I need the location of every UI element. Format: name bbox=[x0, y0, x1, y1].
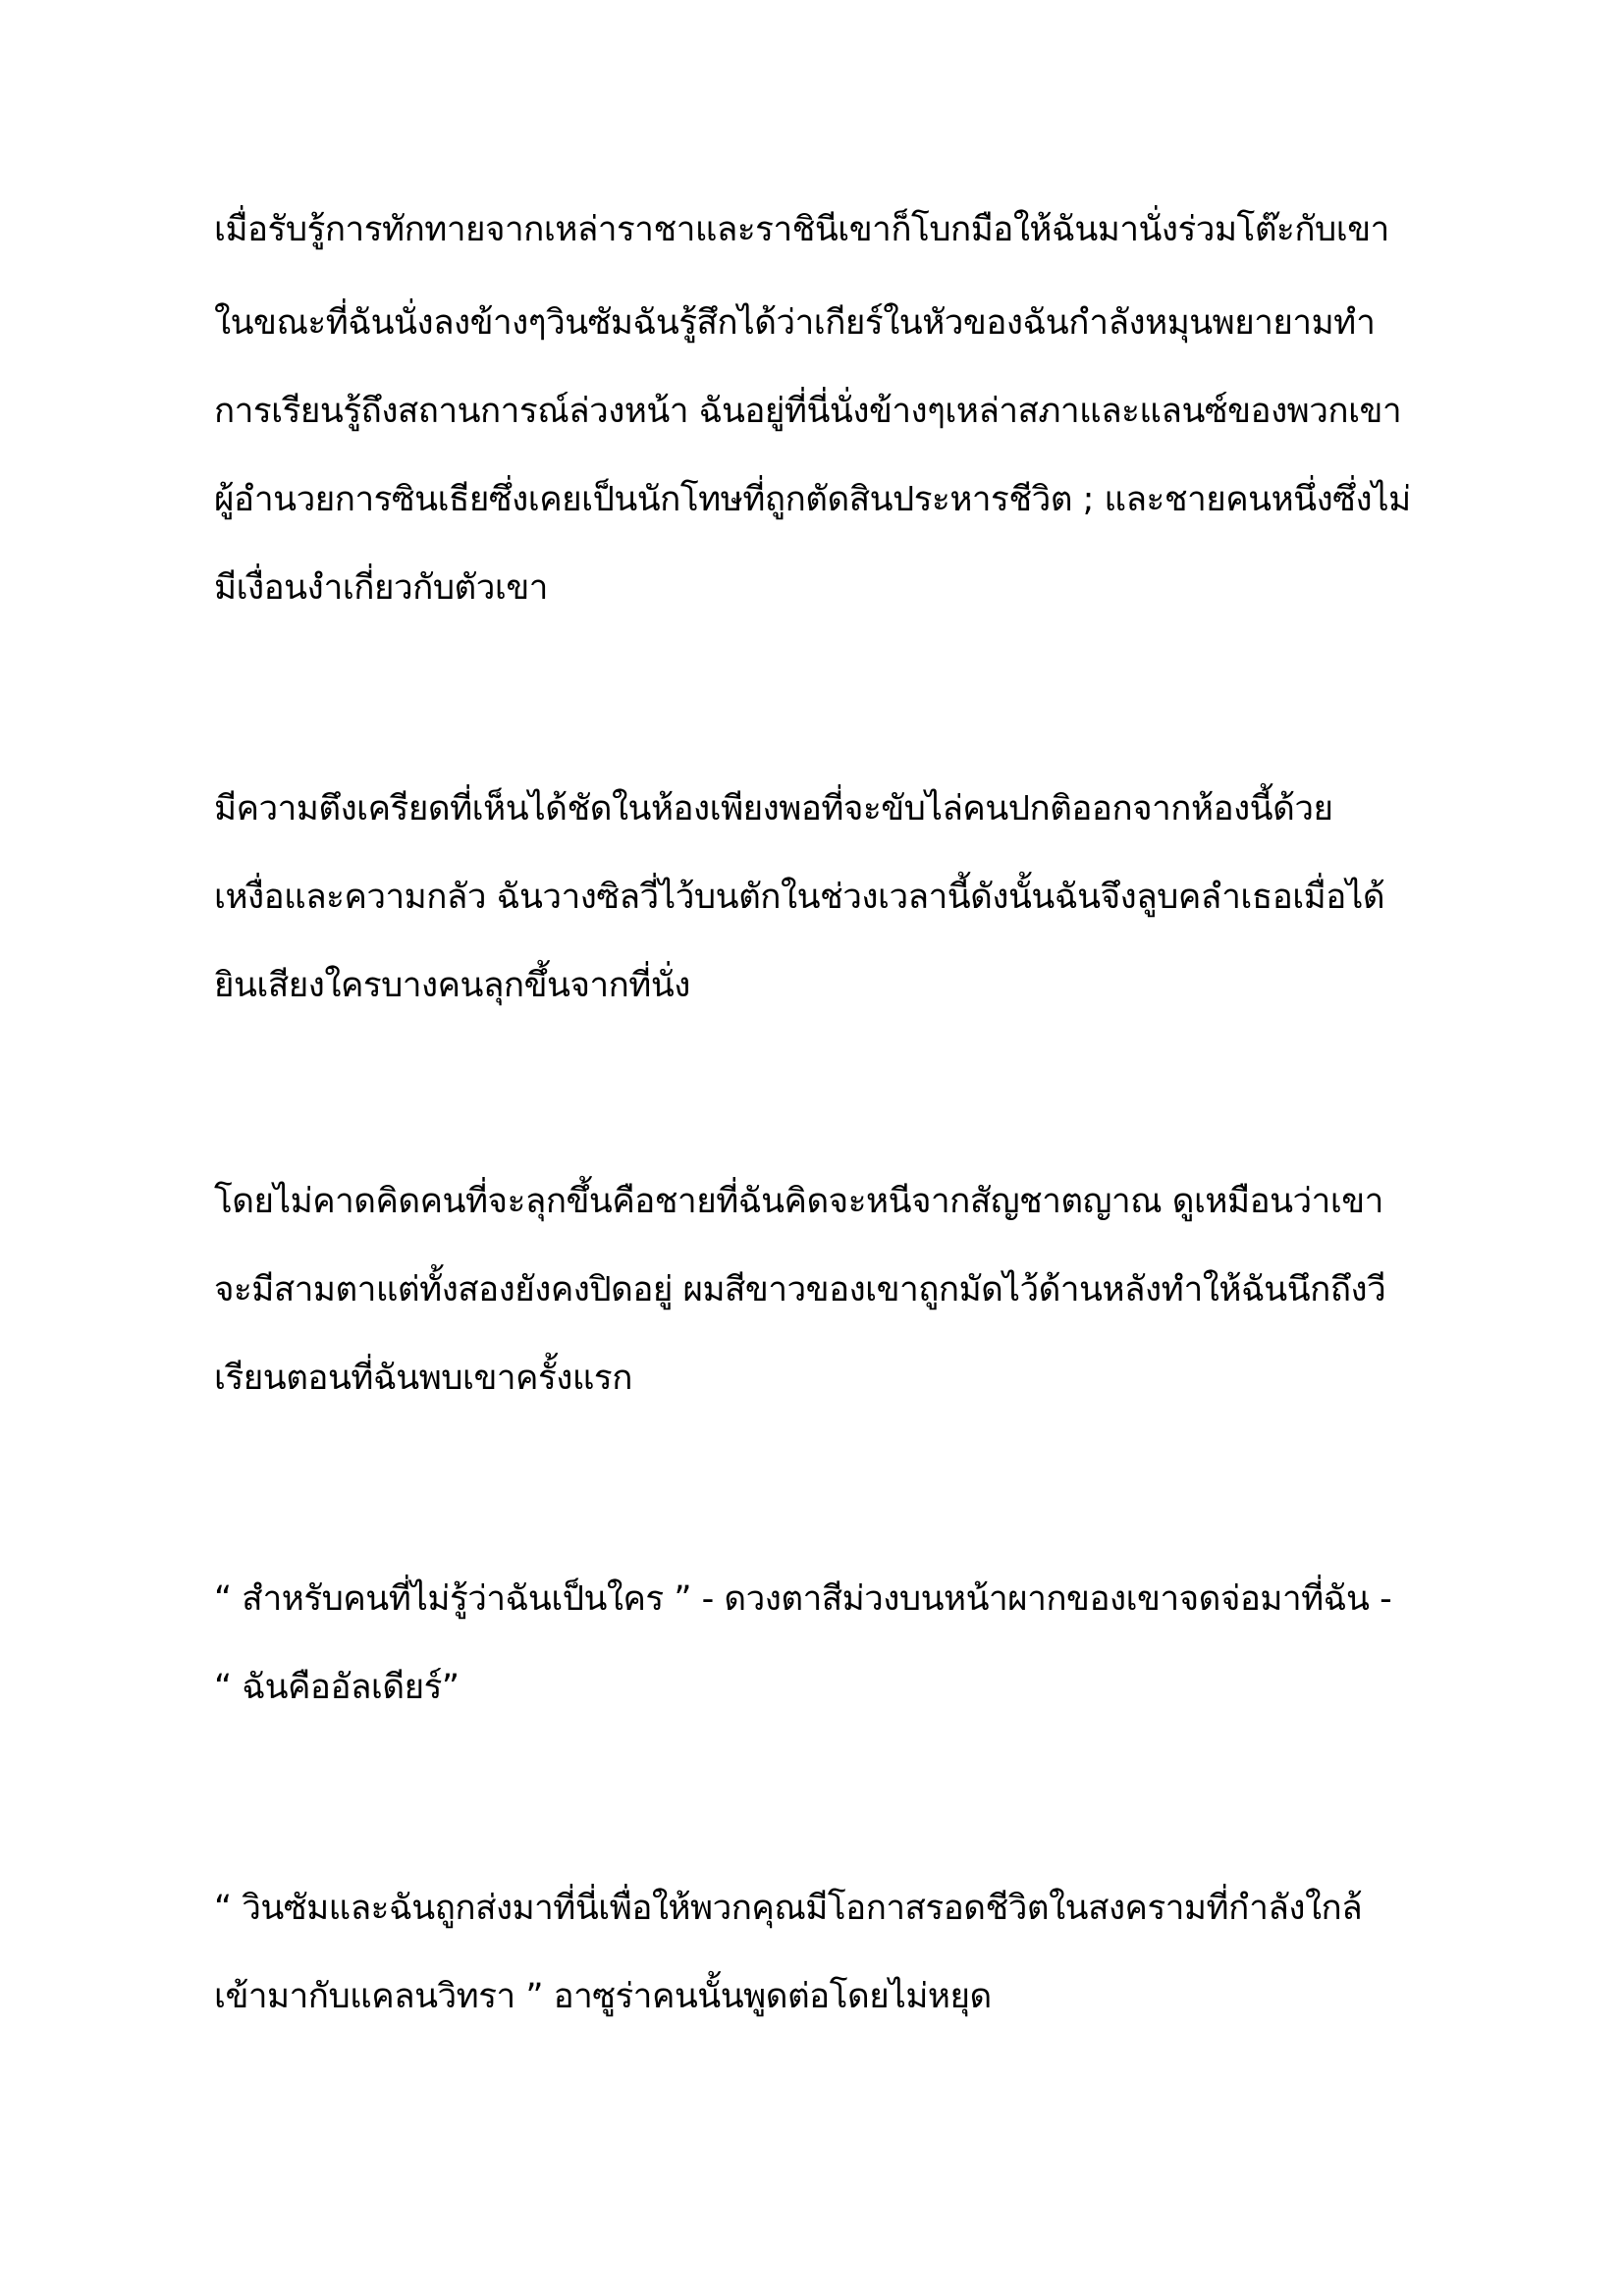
text-line: ในขณะที่ฉันนั่งลงข้างๆวินซัมฉันรู้สึกได้ว่าเกียร์ในหัวของฉันกำลังหมุนพยายามทำ bbox=[214, 303, 1376, 343]
text-line: เข้ามากับแคลนวิทรา ” อาซูร่าคนนั้นพูดต่อโดยไม่หยุด bbox=[214, 1977, 992, 2016]
text-line: จะมีสามตาแต่ทั้งสองยังคงปิดอยู่ ผมสีขาวของเขาถูกมัดไว้ด้านหลังทำให้ฉันนึกถึงวี bbox=[214, 1270, 1386, 1309]
text-line: ยินเสียงใครบางคนลุกขึ้นจากที่นั่ง bbox=[214, 966, 690, 1005]
text-line: มีความตึงเครียดที่เห็นได้ชัดในห้องเพียงพอที่จะขับไล่คนปกติออกจากห้องนี้ด้วย bbox=[214, 789, 1333, 828]
text-line: “ ฉันคืออัลเดียร์” bbox=[214, 1668, 460, 1707]
text-line: ผู้อำนวยการซินเธียซึ่งเคยเป็นนักโทษที่ถูกตัดสินประหารชีวิต ; และชายคนหนึ่งซึ่งไม่ bbox=[214, 480, 1411, 519]
text-line: การเรียนรู้ถึงสถานการณ์ล่วงหน้า ฉันอยู่ที่นี่นั่งข้างๆเหล่าสภาและแลนซ์ของพวกเขา bbox=[214, 392, 1402, 431]
text-line: มีเงื่อนงำเกี่ยวกับตัวเขา bbox=[214, 568, 548, 608]
text-line: โดยไม่คาดคิดคนที่จะลุกขึ้นคือชายที่ฉันคิดจะหนีจากสัญชาตญาณ ดูเหมือนว่าเขา bbox=[214, 1182, 1383, 1221]
text-line: “ วินซัมและฉันถูกส่งมาที่นี่เพื่อให้พวกคุณมีโอกาสรอดชีวิตในสงครามที่กำลังใกล้ bbox=[214, 1889, 1363, 1928]
text-line: เรียนตอนที่ฉันพบเขาครั้งแรก bbox=[214, 1359, 632, 1398]
text-line: เหงื่อและความกลัว ฉันวางซิลวี่ไว้บนตักในช่วงเวลานี้ดังนั้นฉันจึงลูบคลำเธอเมื่อได้ bbox=[214, 878, 1385, 917]
text-line: “ สำหรับคนที่ไม่รู้ว่าฉันเป็นใคร ” - ดวงตาสีม่วงบนหน้าผากของเขาจดจ่อมาที่ฉัน - bbox=[214, 1579, 1392, 1619]
text-line: เมื่อรับรู้การทักทายจากเหล่าราชาและราชินีเขาก็โบกมือให้ฉันมานั่งร่วมโต๊ะกับเขา bbox=[214, 210, 1389, 249]
